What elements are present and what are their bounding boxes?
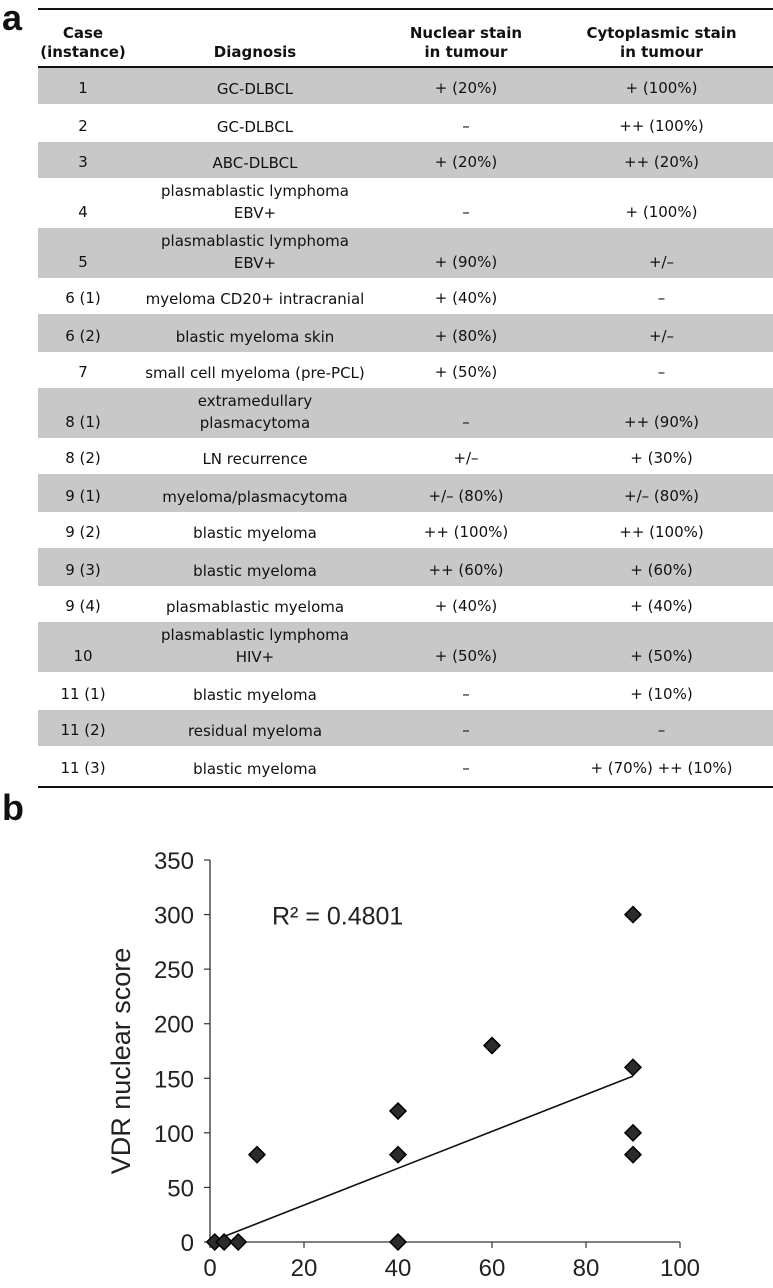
table-row [38, 474, 773, 512]
data-point [625, 907, 641, 923]
cell-cytoplasmic-stain: – [657, 363, 666, 381]
header-cytoplasmic-stain: Cytoplasmic stain in tumour [586, 24, 737, 61]
table-bottom-rule [38, 786, 773, 788]
cell-diagnosis: plasmablastic lymphoma HIV+ [161, 626, 349, 666]
cell-cytoplasmic-stain: + (100%) [625, 79, 698, 97]
cell-diagnosis: myeloma CD20+ intracranial [145, 290, 365, 308]
cell-case: 7 [78, 363, 88, 381]
table-row [38, 142, 773, 178]
table-row [38, 68, 773, 104]
cell-cytoplasmic-stain: ++ (100%) [619, 523, 704, 541]
cell-case: 8 (2) [65, 449, 101, 467]
header-case: Case (instance) [40, 24, 126, 61]
table-row [38, 622, 773, 672]
panel-a-label: a [2, 0, 23, 38]
cell-cytoplasmic-stain: +/– [648, 327, 675, 345]
x-tick-label: 0 [203, 1255, 217, 1282]
cell-cytoplasmic-stain: +/– [648, 253, 675, 271]
cell-diagnosis: plasmablastic myeloma [165, 598, 345, 616]
y-tick-label: 250 [153, 957, 194, 985]
cell-case: 11 (3) [60, 759, 106, 777]
data-point [625, 1125, 641, 1141]
cell-nuclear-stain: – [462, 117, 470, 135]
cell-nuclear-stain: + (90%) [434, 253, 498, 271]
cell-nuclear-stain: + (20%) [434, 79, 498, 97]
cell-case: 1 [78, 79, 88, 97]
cell-diagnosis: GC-DLBCL [216, 80, 294, 98]
cell-nuclear-stain: – [462, 759, 470, 777]
cell-cytoplasmic-stain: + (60%) [630, 561, 693, 579]
table-row [38, 278, 773, 314]
table-row [38, 178, 773, 228]
data-point [625, 1147, 641, 1163]
y-tick-label: 200 [153, 1011, 194, 1039]
y-tick-label: 350 [153, 848, 194, 875]
cell-cytoplasmic-stain: +/– (80%) [624, 487, 699, 505]
cell-diagnosis: GC-DLBCL [216, 118, 294, 136]
cell-diagnosis: plasmablastic lymphoma EBV+ [161, 182, 349, 222]
cell-nuclear-stain: + (80%) [434, 327, 498, 345]
cell-nuclear-stain: – [462, 203, 470, 221]
cell-cytoplasmic-stain: + (100%) [625, 203, 698, 221]
x-tick-label: 80 [572, 1255, 600, 1282]
cell-cytoplasmic-stain: ++ (100%) [619, 117, 704, 135]
table-row [38, 228, 773, 278]
y-axis-title: VDR nuclear score [106, 947, 136, 1175]
cell-diagnosis: small cell myeloma (pre-PCL) [145, 364, 365, 382]
data-point [249, 1147, 265, 1163]
cell-case: 5 [78, 253, 88, 271]
cell-case: 6 (1) [65, 289, 101, 307]
cell-cytoplasmic-stain: + (50%) [630, 647, 693, 665]
cell-case: 9 (2) [65, 523, 101, 541]
cell-nuclear-stain: – [462, 685, 470, 703]
panel-b-label: b [2, 787, 24, 828]
cell-cytoplasmic-stain: – [657, 721, 666, 739]
data-point [390, 1103, 406, 1119]
header-diagnosis: Diagnosis [213, 43, 297, 61]
cell-case: 3 [78, 153, 88, 171]
cell-diagnosis: myeloma/plasmacytoma [162, 488, 348, 506]
y-tick-label: 300 [153, 902, 194, 930]
cell-diagnosis: blastic myeloma [193, 760, 317, 778]
data-point [484, 1038, 500, 1054]
table-row [38, 352, 773, 388]
cell-case: 11 (1) [60, 685, 106, 703]
cell-nuclear-stain: + (40%) [434, 597, 498, 615]
cell-nuclear-stain: + (50%) [434, 363, 498, 381]
cell-nuclear-stain: + (50%) [434, 647, 498, 665]
cell-diagnosis: extramedullary plasmacytoma [197, 392, 313, 432]
cell-diagnosis: blastic myeloma [193, 524, 317, 542]
data-point [625, 1059, 641, 1075]
y-tick-label: 50 [167, 1175, 194, 1203]
cell-case: 10 [73, 647, 93, 665]
x-tick-label: 60 [478, 1255, 506, 1282]
cell-nuclear-stain: ++ (100%) [423, 523, 509, 541]
cell-cytoplasmic-stain: + (30%) [630, 449, 693, 467]
data-point [230, 1234, 246, 1250]
table-row [38, 746, 773, 784]
cell-diagnosis: residual myeloma [187, 722, 323, 740]
table-row [38, 438, 773, 474]
cell-case: 4 [78, 203, 88, 221]
table-row [38, 586, 773, 622]
cell-nuclear-stain: +/– (80%) [428, 487, 504, 505]
cell-diagnosis: blastic myeloma skin [175, 328, 335, 346]
cell-cytoplasmic-stain: – [657, 289, 666, 307]
y-tick-label: 150 [153, 1066, 194, 1094]
x-tick-label: 100 [659, 1255, 701, 1282]
cell-nuclear-stain: – [462, 413, 470, 431]
y-tick-label: 100 [153, 1120, 194, 1148]
data-point [390, 1147, 406, 1163]
cell-diagnosis: blastic myeloma [193, 686, 317, 704]
table-row [38, 104, 773, 142]
table-row [38, 314, 773, 352]
x-tick-label: 20 [290, 1255, 318, 1282]
scatter-chart [0, 820, 773, 1288]
trendline [210, 1076, 633, 1242]
table-row [38, 548, 773, 586]
r-squared-annotation: R² = 0.4801 [272, 902, 404, 931]
cell-case: 6 (2) [65, 327, 101, 345]
data-point [390, 1234, 406, 1250]
cell-diagnosis: LN recurrence [202, 450, 308, 468]
cell-nuclear-stain: + (40%) [434, 289, 498, 307]
cell-nuclear-stain: ++ (60%) [428, 561, 504, 579]
x-tick-label: 40 [384, 1255, 412, 1282]
cell-case: 8 (1) [65, 413, 101, 431]
cell-case: 9 (4) [65, 597, 101, 615]
cell-case: 2 [78, 117, 88, 135]
y-tick-label: 0 [180, 1230, 194, 1257]
cell-cytoplasmic-stain: ++ (20%) [624, 153, 699, 171]
table-row [38, 388, 773, 438]
cell-diagnosis: ABC-DLBCL [212, 154, 298, 172]
cell-nuclear-stain: +/– [453, 449, 479, 467]
cell-nuclear-stain: + (20%) [434, 153, 498, 171]
cell-cytoplasmic-stain: + (40%) [630, 597, 693, 615]
cell-diagnosis: plasmablastic lymphoma EBV+ [161, 232, 349, 272]
cell-cytoplasmic-stain: + (70%) ++ (10%) [590, 759, 733, 777]
cell-nuclear-stain: – [462, 721, 470, 739]
cell-case: 11 (2) [60, 721, 106, 739]
cell-cytoplasmic-stain: + (10%) [630, 685, 693, 703]
table-row [38, 512, 773, 548]
header-nuclear-stain: Nuclear stain in tumour [409, 24, 523, 61]
cell-case: 9 (1) [65, 487, 101, 505]
cell-diagnosis: blastic myeloma [193, 562, 317, 580]
cell-cytoplasmic-stain: ++ (90%) [624, 413, 699, 431]
table-row [38, 672, 773, 710]
cell-case: 9 (3) [65, 561, 101, 579]
table-row [38, 710, 773, 746]
